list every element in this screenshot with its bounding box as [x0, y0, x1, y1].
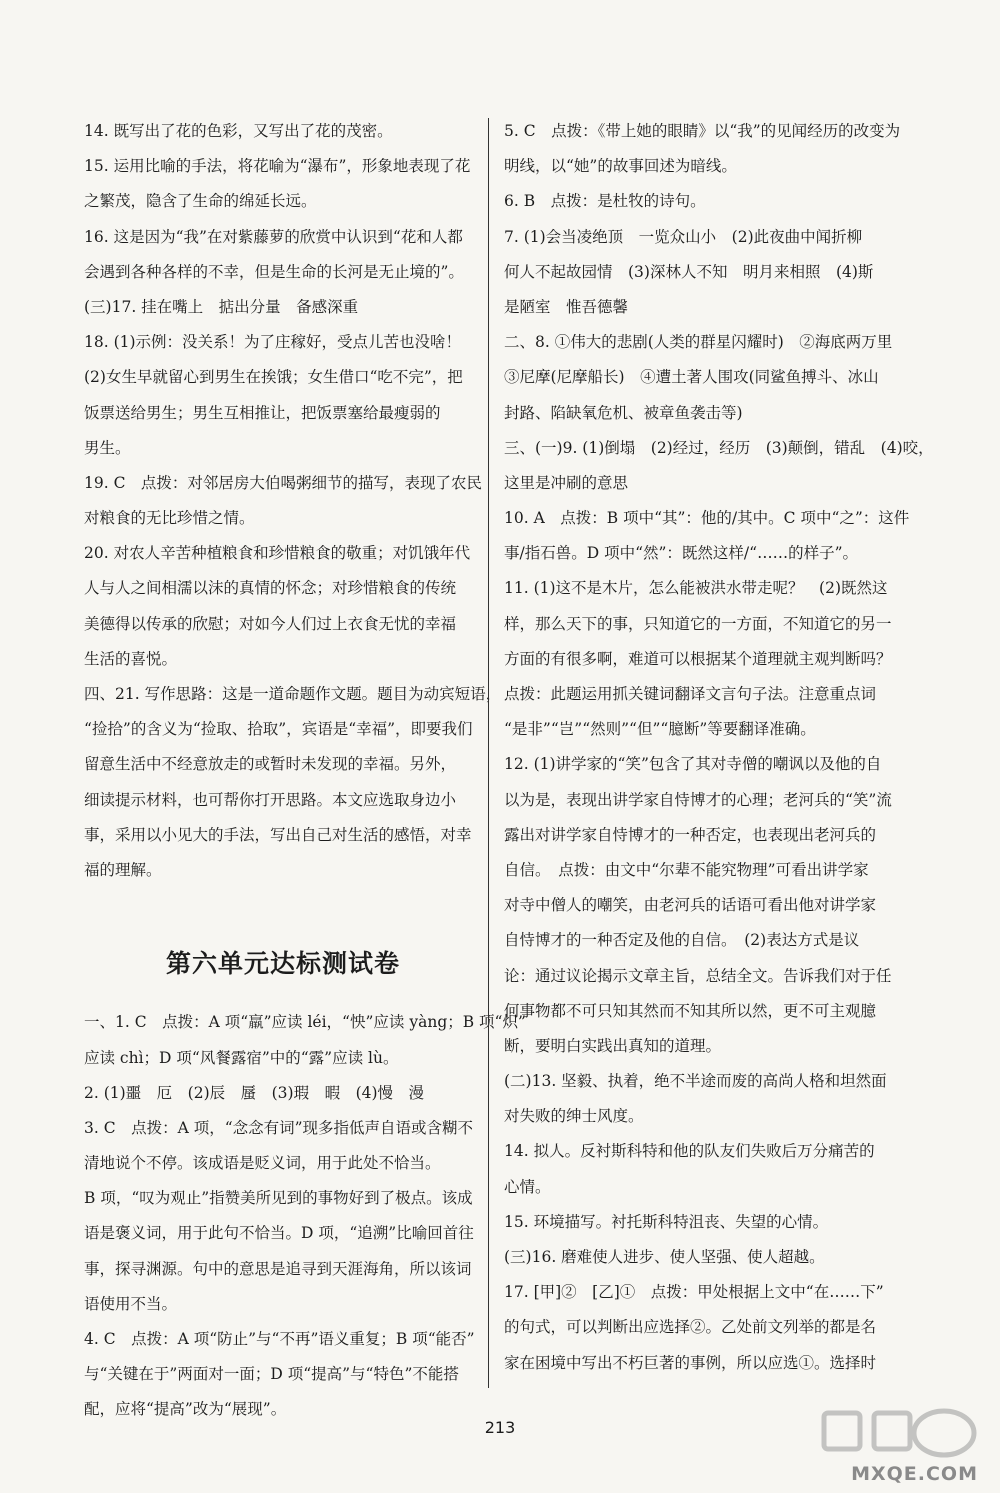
answer-line: 之繁茂，隐含了生命的绵延长远。 [84, 192, 317, 211]
left-answers-bottom [84, 1005, 526, 1427]
answer-line: 14. 既写出了花的色彩，又写出了花的茂密。 [84, 122, 393, 140]
answer-line: 对粮食的无比珍惜之情。 [84, 509, 255, 528]
answer-line: 应读 chì；D 项“风餐露宿”中的“露”应读 lù。 [84, 1048, 399, 1067]
answer-line: 12. (1)讲学家的“笑”包含了其对寺僧的嘲讽以及他的自 [504, 755, 882, 774]
answer-line: 留意生活中不经意放走的或暂时未发现的幸福。另外， [84, 755, 457, 774]
answer-line: 清地说个不停。该成语是贬义词，用于此处不恰当。 [84, 1154, 441, 1173]
answer-line: 6. B 点拨：是杜牧的诗句。 [504, 192, 706, 211]
answer-line: 11. (1)这不是木片，怎么能被洪水带走呢？ (2)既然这 [504, 579, 888, 598]
answer-line: 18. (1)示例：没关系！为了庄稼好，受点儿苦也没啥！ [84, 333, 462, 352]
answer-line: 2. (1)噩 厄 (2)辰 蜃 (3)瑕 暇 (4)慢 漫 [84, 1083, 425, 1102]
section-title: 第六单元达标测试卷 [165, 949, 400, 979]
answer-line: 自信。 点拨：由文中“尔辈不能究物理”可看出讲学家 [504, 860, 869, 879]
answer-line: 7. (1)会当凌绝顶 一览众山小 (2)此夜曲中闻折柳 [504, 227, 863, 246]
answer-line: 事，采用以小见大的手法，写出自己对生活的感悟，对幸 [84, 825, 472, 844]
answer-line: 男生。 [84, 438, 131, 457]
answer-line: 的句式，可以判断出应选择②。乙处前文列举的都是名 [504, 1318, 877, 1337]
answer-line: 何事物都不可只知其然而不知其所以然，更不可主观臆 [504, 1001, 877, 1020]
answer-line: 方面的有很多啊，难道可以根据某个道理就主观判断吗？ [504, 649, 892, 668]
answer-line: 15. 环境描写。衬托斯科特沮丧、失望的心情。 [504, 1212, 829, 1231]
answer-line: (三)16. 磨难使人进步、使人坚强、使人超越。 [504, 1248, 825, 1266]
answer-line: 事，探寻渊源。句中的意思是追寻到天涯海角，所以该词 [84, 1259, 472, 1278]
answer-line: 3. C 点拨：A 项，“念念有词”现多指低声自语或含糊不 [84, 1118, 474, 1137]
answer-line: 是陋室 惟吾德馨 [504, 297, 629, 316]
answer-line: 生活的喜悦。 [84, 649, 178, 668]
answer-line: 19. C 点拨：对邻居房大伯喝粥细节的描写，表现了农民 [84, 473, 482, 492]
page-number: 213 [484, 1418, 516, 1437]
answer-line: ③尼摩(尼摩船长) ④遭土著人围攻(同鲨鱼搏斗、冰山 [504, 368, 879, 387]
watermark-text: MXQE.COM [851, 1463, 978, 1485]
answer-line: 这里是冲刷的意思 [504, 473, 629, 492]
answer-line: B 项，“叹为观止”指赞美所见到的事物好到了极点。该成 [84, 1189, 473, 1208]
answer-line: 以为是，表现出讲学家自恃博才的心理；老河兵的“笑”流 [504, 790, 892, 809]
answer-line: 三、(一)9. (1)倒塌 (2)经过，经历 (3)颠倒，错乱 (4)咬， [504, 438, 934, 457]
answer-line: 与“关键在于”两面对一面；D 项“提高”与“特色”不能搭 [84, 1365, 459, 1384]
right-answers [504, 114, 934, 1381]
answer-line: 对失败的绅士风度。 [504, 1107, 644, 1126]
answer-line: (2)女生早就留心到男生在挨饿；女生借口“吃不完”，把 [84, 368, 463, 387]
answer-line: 16. 这是因为“我”在对紫藤萝的欣赏中认识到“花和人都 [84, 227, 463, 246]
answer-line: “是非”“岂”“然则”“但”“臆断”等要翻译准确。 [504, 720, 816, 739]
answer-line: 明线，以“她”的故事回述为暗线。 [504, 157, 737, 176]
answer-line: 福的理解。 [84, 860, 162, 879]
left-answers-top [84, 114, 502, 888]
answer-line: 5. C 点拨：《带上她的眼睛》以“我”的见闻经历的改变为 [504, 122, 901, 140]
answer-line: 样，那么天下的事，只知道它的一方面，不知道它的另一 [504, 614, 892, 633]
answer-line: 细读提示材料，也可帮你打开思路。本文应选取身边小 [84, 790, 457, 809]
answer-line: 15. 运用比喻的手法，将花喻为“瀑布”，形象地表现了花 [84, 157, 471, 176]
answer-line: 何人不起故园情 (3)深林人不知 明月来相照 (4)斯 [504, 262, 874, 281]
answer-line: 14. 拟人。反衬斯科特和他的队友们失败后万分痛苦的 [504, 1142, 875, 1161]
answer-line: 饭票送给男生；男生互相推让，把饭票塞给最瘦弱的 [84, 403, 441, 422]
answer-line: 自恃博才的一种否定及他的自信。 (2)表达方式是议 [504, 931, 860, 950]
answer-line: 10. A 点拨：B 项中“其”：他的/其中。C 项中“之”：这件 [504, 509, 910, 528]
answer-line: 一、1. C 点拨：A 项“羸”应读 léi，“怏”应读 yàng；B 项“炽” [84, 1013, 526, 1032]
answer-line: 论：通过议论揭示文章主旨，总结全文。告诉我们对于任 [504, 966, 892, 985]
answer-line: 二、8. ①伟大的悲剧(人类的群星闪耀时) ②海底两万里 [504, 333, 893, 352]
right-column [504, 114, 934, 1381]
answer-line: 语使用不当。 [84, 1294, 178, 1313]
answer-line: 美德得以传承的欣慰；对如今人们过上衣食无忧的幸福 [84, 614, 457, 633]
answer-line: 露出对讲学家自恃博才的一种否定，也表现出老河兵的 [504, 825, 877, 844]
answer-line: 会遇到各种各样的不幸，但是生命的长河是无止境的”。 [84, 262, 464, 281]
answer-line: (三)17. 挂在嘴上 掂出分量 备感深重 [84, 297, 359, 316]
answer-line: 配，应将“提高”改为“展现”。 [84, 1400, 287, 1419]
answer-line: 语是褒义词，用于此句不恰当。D 项，“追溯”比喻回首往 [84, 1224, 474, 1243]
answer-line: “捡拾”的含义为“捡取、拾取”，宾语是“幸福”，即要我们 [84, 720, 473, 739]
answer-line: 四、21. 写作思路：这是一道命题作文题。题目为动宾短语， [84, 685, 502, 703]
column-divider [488, 118, 489, 1388]
answer-line: 事/指石兽。D 项中“然”：既然这样/“……的样子”。 [504, 544, 858, 563]
answer-line: 20. 对农人辛苦种植粮食和珍惜粮食的敬重；对饥饿年代 [84, 544, 471, 563]
answer-line: 心情。 [504, 1177, 551, 1196]
answer-line: 对寺中僧人的嘲笑，由老河兵的话语可看出他对讲学家 [504, 896, 877, 915]
answer-line: 断，要明白实践出真知的道理。 [504, 1036, 722, 1055]
answer-line: 人与人之间相濡以沫的真情的怀念；对珍惜粮食的传统 [84, 579, 457, 598]
answer-line: (二)13. 坚毅、执着，绝不半途而废的高尚人格和坦然面 [504, 1072, 887, 1091]
answer-line: 4. C 点拨：A 项“防止”与“不再”语义重复；B 项“能否” [84, 1330, 475, 1348]
answer-line: 点拨：此题运用抓关键词翻译文言句子法。注意重点词 [504, 685, 877, 703]
answer-line: 家在困境中写出不朽巨著的事例，所以应选①。选择时 [504, 1353, 877, 1372]
answer-line: 封路、陷缺氧危机、被章鱼袭击等) [504, 403, 743, 422]
spacer [84, 888, 482, 923]
answer-line: 17. [甲]② [乙]① 点拨：甲处根据上文中“在……下” [504, 1283, 884, 1302]
